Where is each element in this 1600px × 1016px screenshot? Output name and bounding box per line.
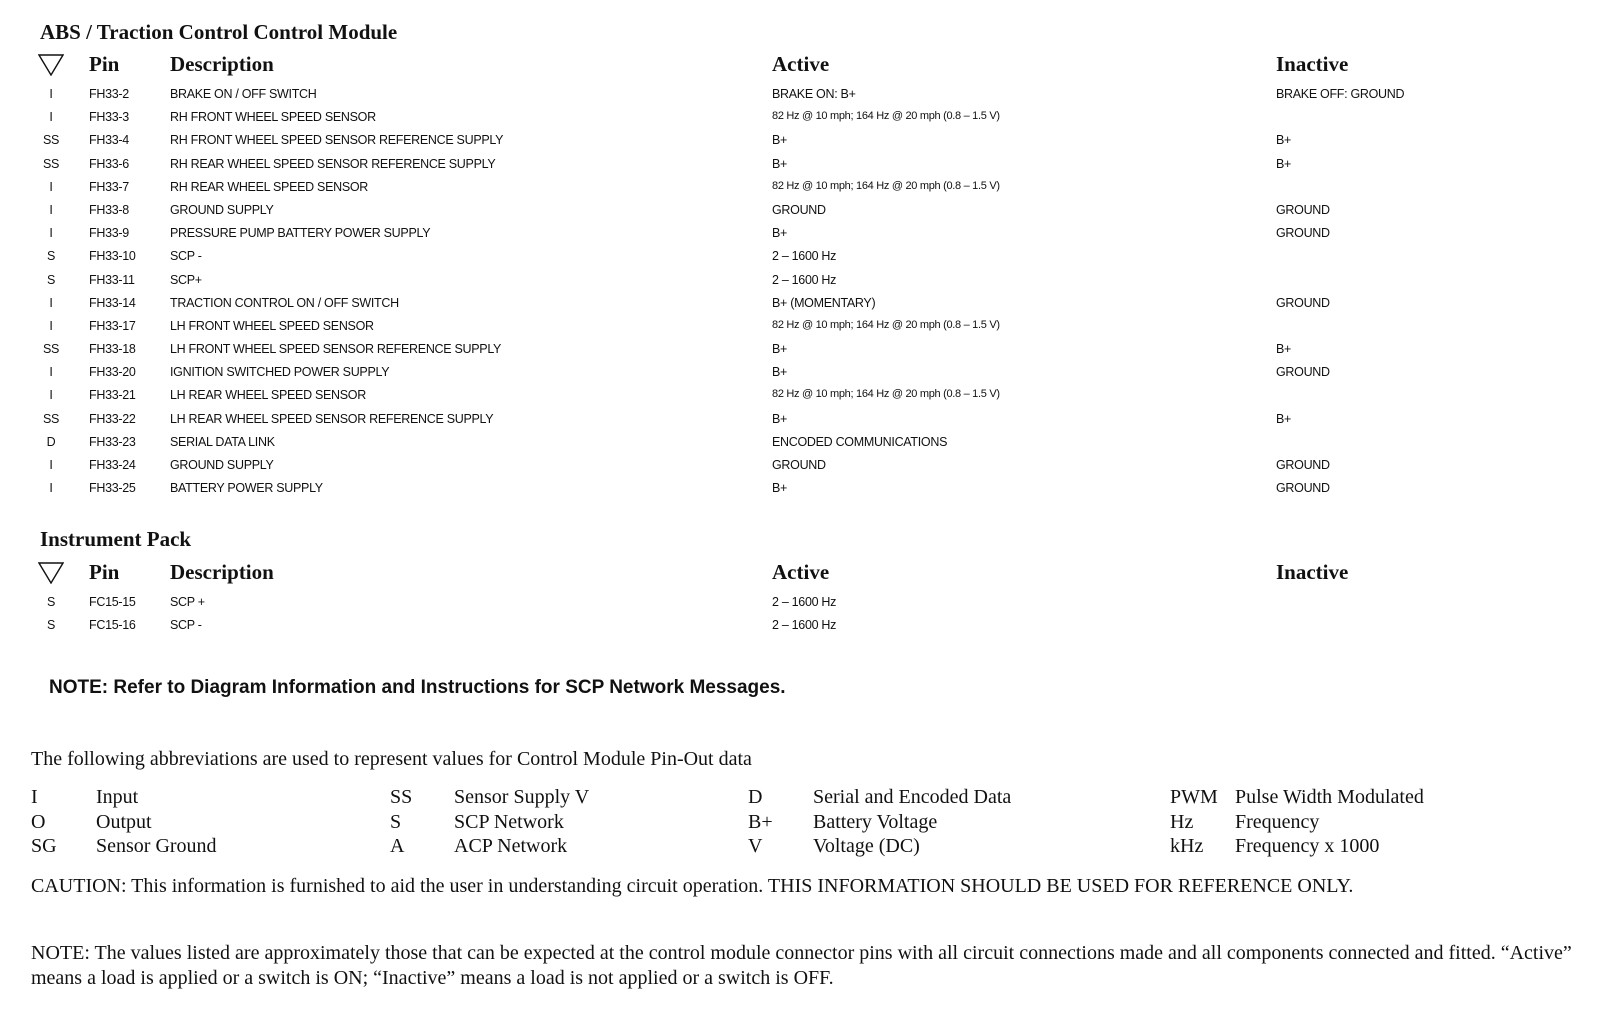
pin-number: FH33-4 (89, 133, 129, 148)
inactive-value: B+ (1276, 156, 1292, 171)
header-active: Active (772, 560, 830, 584)
table-row (0, 316, 1600, 339)
pin-type: I (49, 295, 53, 310)
active-value: B+ (772, 411, 788, 426)
pin-description: SERIAL DATA LINK (170, 434, 275, 449)
footer-note: NOTE: The values listed are approximately those that can be expected at the control module connector pins with all circuit connections made and all components connected and fitted. “Active” means a load is applied or a switch is ON; “Inactive” means a load is not applied or a switch is OFF. (31, 942, 1572, 989)
pin-type: D (46, 434, 56, 449)
abbreviation-meaning: Battery Voltage (813, 810, 938, 833)
pin-description: IGNITION SWITCHED POWER SUPPLY (170, 365, 390, 380)
header-pin: Pin (89, 52, 120, 76)
pin-description: LH FRONT WHEEL SPEED SENSOR (170, 318, 374, 333)
active-value: GROUND (772, 458, 826, 472)
ip-table-header (0, 560, 1600, 588)
abbreviation-meaning: Sensor Ground (96, 835, 217, 857)
triangle-down-icon (38, 54, 64, 76)
pin-type: I (49, 318, 53, 333)
inactive-value: GROUND (1276, 481, 1330, 496)
pin-number: FH33-18 (89, 342, 136, 357)
abbreviation-meaning: Sensor Supply V (454, 786, 590, 808)
table-row (0, 293, 1600, 316)
table-row (0, 84, 1600, 107)
table-row (0, 478, 1600, 501)
abs-section-title: ABS / Traction Control Control Module (40, 20, 398, 44)
pin-number: FH33-2 (89, 87, 129, 101)
active-value: 2 – 1600 Hz (772, 595, 837, 609)
abbreviation-row (0, 786, 1600, 811)
pin-description: RH REAR WHEEL SPEED SENSOR REFERENCE SUPPLY (170, 156, 496, 171)
pin-description: RH FRONT WHEEL SPEED SENSOR REFERENCE SUPPLY (170, 133, 504, 148)
abbreviation-meaning: Pulse Width Modulated (1235, 786, 1424, 808)
pin-type: I (49, 179, 53, 194)
inactive-value: B+ (1276, 133, 1292, 148)
pin-type: I (49, 481, 53, 496)
abbreviation-code: V (748, 835, 763, 857)
abbreviation-code: SS (390, 786, 413, 808)
abbreviation-meaning: Serial and Encoded Data (813, 786, 1012, 808)
abs-pin-table (0, 84, 1600, 501)
pin-description: GROUND SUPPLY (170, 202, 274, 217)
header-description: Description (170, 52, 274, 76)
table-row (0, 177, 1600, 200)
abbreviation-meaning: Voltage (DC) (813, 835, 920, 857)
table-row (0, 130, 1600, 153)
active-value: B+ (772, 365, 788, 380)
abbreviation-code: A (390, 835, 405, 857)
header-inactive: Inactive (1276, 52, 1349, 76)
pin-type: S (46, 272, 56, 287)
pin-number: FC15-15 (89, 595, 136, 609)
table-row (0, 455, 1600, 478)
pin-type: I (49, 388, 53, 403)
abbreviation-code: O (31, 810, 46, 833)
header-pin: Pin (89, 560, 120, 584)
active-value: B+ (772, 156, 788, 171)
pin-type: S (46, 595, 56, 609)
pin-type: I (49, 458, 53, 472)
pin-description: BATTERY POWER SUPPLY (170, 481, 323, 496)
pin-number: FH33-17 (89, 318, 136, 333)
table-row (0, 223, 1600, 246)
ip-pin-table (0, 592, 1600, 638)
pin-type: I (49, 226, 53, 241)
pin-number: FH33-7 (89, 179, 129, 194)
active-value: BRAKE ON: B+ (772, 87, 856, 101)
abbreviation-code: B+ (748, 810, 773, 833)
pin-description: GROUND SUPPLY (170, 458, 274, 472)
active-value: 2 – 1600 Hz (772, 249, 837, 264)
table-row (0, 385, 1600, 408)
abbreviation-meaning: Frequency (1235, 810, 1320, 833)
inactive-value: GROUND (1276, 202, 1330, 217)
abbreviation-meaning: ACP Network (454, 835, 568, 857)
pin-number: FH33-3 (89, 110, 129, 125)
active-value: 82 Hz @ 10 mph; 164 Hz @ 20 mph (0.8 – 1.5 V) (772, 388, 1000, 401)
pin-number: FH33-11 (89, 272, 135, 287)
pin-number: FH33-24 (89, 458, 136, 472)
abbreviation-row (0, 811, 1600, 836)
pin-type: I (49, 202, 53, 217)
inactive-value: BRAKE OFF: GROUND (1276, 87, 1405, 101)
table-row (0, 592, 1600, 615)
active-value: 82 Hz @ 10 mph; 164 Hz @ 20 mph (0.8 – 1.5 V) (772, 110, 1000, 123)
inactive-value: B+ (1276, 411, 1292, 426)
table-row (0, 362, 1600, 385)
header-inactive: Inactive (1276, 560, 1349, 584)
active-value: B+ (MOMENTARY) (772, 295, 876, 310)
table-row (0, 246, 1600, 269)
table-row (0, 107, 1600, 130)
pin-description: SCP+ (170, 272, 202, 287)
header-description: Description (170, 560, 274, 584)
abbreviations-table (0, 786, 1600, 860)
pin-description: SCP - (170, 618, 202, 633)
pin-description: RH REAR WHEEL SPEED SENSOR (170, 179, 369, 194)
pin-type: I (49, 365, 53, 380)
pin-number: FC15-16 (89, 618, 136, 633)
pin-type: I (49, 110, 53, 125)
triangle-down-icon (38, 562, 64, 584)
active-value: 82 Hz @ 10 mph; 164 Hz @ 20 mph (0.8 – 1.5 V) (772, 318, 1000, 331)
active-value: 2 – 1600 Hz (772, 272, 837, 287)
pin-description: LH REAR WHEEL SPEED SENSOR (170, 388, 366, 403)
abbreviation-meaning: SCP Network (454, 810, 564, 833)
abbreviation-code: S (390, 810, 402, 833)
pin-description: PRESSURE PUMP BATTERY POWER SUPPLY (170, 226, 431, 241)
pin-description: RH FRONT WHEEL SPEED SENSOR (170, 110, 376, 125)
pin-description: SCP + (170, 595, 205, 609)
abbreviation-code: Hz (1170, 810, 1194, 833)
pin-type: SS (42, 411, 60, 426)
pin-number: FH33-6 (89, 156, 129, 171)
abbreviation-code: kHz (1170, 835, 1204, 857)
pin-number: FH33-14 (89, 295, 136, 310)
inactive-value: GROUND (1276, 458, 1330, 472)
inactive-value: B+ (1276, 342, 1292, 357)
pin-type: SS (42, 342, 60, 357)
table-row (0, 615, 1600, 638)
table-row (0, 154, 1600, 177)
pin-description: TRACTION CONTROL ON / OFF SWITCH (170, 295, 399, 310)
table-row (0, 200, 1600, 223)
pin-type: I (49, 87, 53, 101)
pin-type: S (46, 249, 56, 264)
inactive-value: GROUND (1276, 226, 1330, 241)
abbreviation-meaning: Frequency x 1000 (1235, 835, 1380, 857)
table-row (0, 270, 1600, 293)
active-value: B+ (772, 342, 788, 357)
pin-number: FH33-9 (89, 226, 129, 241)
active-value: B+ (772, 133, 788, 148)
abbreviation-row (0, 835, 1600, 860)
pin-number: FH33-21 (89, 388, 136, 403)
abbreviation-meaning: Output (96, 810, 152, 833)
active-value: 82 Hz @ 10 mph; 164 Hz @ 20 mph (0.8 – 1.5 V) (772, 179, 1000, 192)
abbreviations-intro: The following abbreviations are used to represent values for Control Module Pin-Out data (31, 748, 752, 770)
active-value: ENCODED COMMUNICATIONS (772, 434, 948, 449)
table-row (0, 409, 1600, 432)
pin-number: FH33-20 (89, 365, 136, 380)
pin-number: FH33-8 (89, 202, 129, 217)
inactive-value: GROUND (1276, 295, 1330, 310)
pin-description: SCP - (170, 249, 202, 264)
abbreviation-code: I (31, 786, 38, 808)
instrument-pack-title: Instrument Pack (40, 527, 192, 551)
pin-type: SS (42, 133, 60, 148)
inactive-value: GROUND (1276, 365, 1330, 380)
abbreviation-code: PWM (1170, 786, 1218, 808)
pin-number: FH33-23 (89, 434, 136, 449)
pin-description: LH FRONT WHEEL SPEED SENSOR REFERENCE SUPPLY (170, 342, 502, 357)
pin-number: FH33-22 (89, 411, 136, 426)
pin-number: FH33-10 (89, 249, 136, 264)
pin-description: LH REAR WHEEL SPEED SENSOR REFERENCE SUPPLY (170, 411, 494, 426)
active-value: B+ (772, 226, 788, 241)
abbreviation-meaning: Input (96, 786, 139, 808)
header-active: Active (772, 52, 830, 76)
abs-table-header (0, 52, 1600, 80)
pin-number: FH33-25 (89, 481, 136, 496)
table-row (0, 432, 1600, 455)
abbreviation-code: SG (31, 835, 57, 857)
active-value: B+ (772, 481, 788, 496)
pin-description: BRAKE ON / OFF SWITCH (170, 87, 317, 101)
caution-text: CAUTION: This information is furnished to aid the user in understanding circuit operation. THIS INFORMATION SHOULD BE USED FOR REFERENCE ONLY. (31, 875, 1354, 897)
table-row (0, 339, 1600, 362)
scp-note: NOTE: Refer to Diagram Information and Instructions for SCP Network Messages. (49, 677, 786, 698)
abbreviation-code: D (748, 786, 763, 808)
active-value: GROUND (772, 202, 826, 217)
active-value: 2 – 1600 Hz (772, 618, 837, 633)
pin-type: SS (42, 156, 60, 171)
pin-type: S (46, 618, 56, 633)
